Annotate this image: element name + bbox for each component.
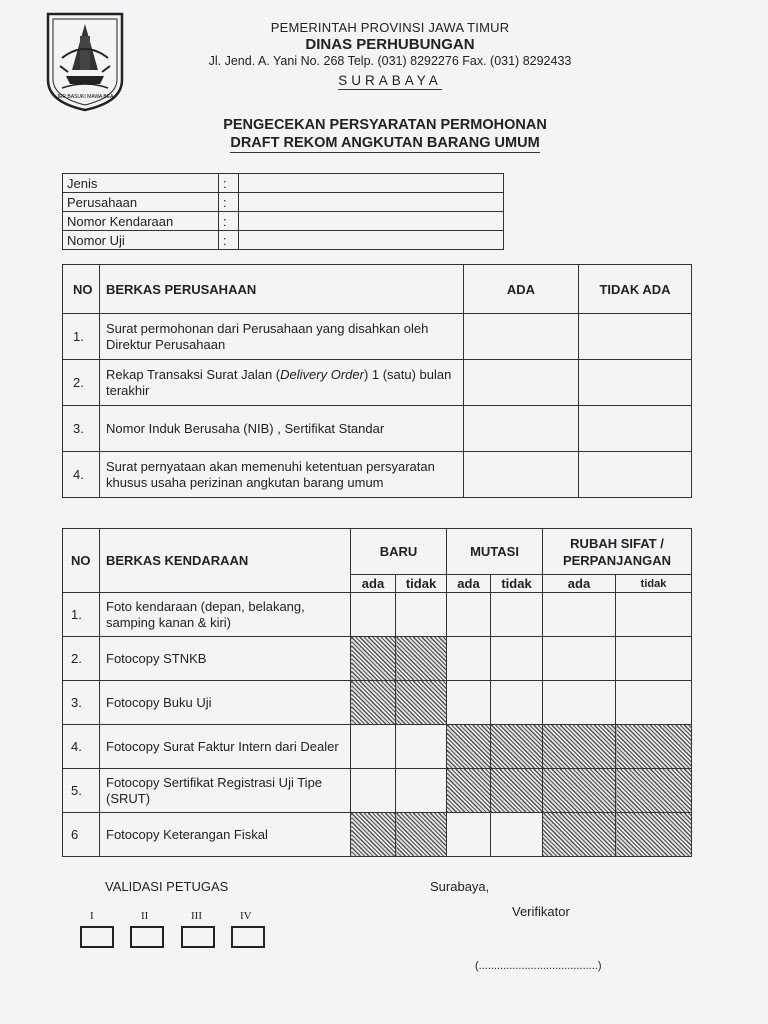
header-agency: DINAS PERHUBUNGAN — [305, 36, 475, 53]
doc-title-line2 — [160, 135, 610, 151]
row-document-text-after: ) 1 (satu) bulan terakhir — [106, 366, 452, 398]
subheader-tidak: tidak — [396, 575, 447, 593]
doc-title-line2-text: DRAFT REKOM ANGKUTAN BARANG UMUM — [230, 135, 540, 151]
tidak-ada-checkbox-cell[interactable] — [579, 360, 692, 406]
table-row — [63, 593, 692, 637]
rubah-ada-shaded-cell — [543, 725, 616, 769]
row-number: 1. — [63, 314, 100, 360]
header-line1: PEMERINTAH PROVINSI JAWA TIMUR — [270, 20, 510, 35]
baru-tidak-checkbox-cell[interactable] — [396, 769, 447, 813]
rubah-ada-shaded-cell — [543, 769, 616, 813]
header-address: Jl. Jend. A. Yani No. 268 Telp. (031) 8292276 Fax. (031) 8292433 — [208, 54, 572, 68]
validation-box-3[interactable] — [181, 926, 215, 948]
baru-tidak-checkbox-cell[interactable] — [396, 725, 447, 769]
table-row — [63, 452, 692, 498]
rubah-tidak-shaded-cell — [616, 813, 692, 857]
baru-ada-shaded-cell — [351, 637, 396, 681]
table-row — [63, 314, 692, 360]
baru-tidak-shaded-cell — [396, 637, 447, 681]
row-document: Fotocopy Keterangan Fiskal — [100, 813, 351, 857]
info-value-nomor-kendaraan[interactable] — [239, 212, 504, 231]
company-docs-header — [63, 265, 692, 314]
rubah-tidak-checkbox-cell[interactable] — [616, 637, 692, 681]
box-label-2: II — [141, 910, 149, 922]
box-label-3: III — [191, 910, 202, 922]
row-document: Fotocopy Sertifikat Registrasi Uji Tipe (SRUT) — [100, 769, 351, 813]
validation-box-1[interactable] — [80, 926, 114, 948]
row-document-italic: Delivery Order — [280, 366, 364, 382]
info-sep: : — [219, 174, 239, 193]
subheader-ada: ada — [447, 575, 491, 593]
row-document: Foto kendaraan (depan, belakang, samping kanan & kiri) — [100, 593, 351, 637]
verifier-label: Verifikator — [512, 904, 570, 919]
table-row — [63, 406, 692, 452]
baru-ada-shaded-cell — [351, 813, 396, 857]
rubah-tidak-shaded-cell — [616, 725, 692, 769]
jawa-timur-coat-of-arms-icon — [42, 10, 128, 114]
info-label: Nomor Kendaraan — [63, 212, 219, 231]
row-document: Fotocopy Buku Uji — [100, 681, 351, 725]
row-document: Fotocopy STNKB — [100, 637, 351, 681]
row-document-text: Rekap Transaksi Surat Jalan ( — [106, 366, 281, 382]
subheader-ada: ada — [351, 575, 396, 593]
col-header-baru: BARU — [351, 529, 447, 575]
row-number: 5. — [63, 769, 100, 813]
row-number: 4. — [63, 452, 100, 498]
table-row — [63, 360, 692, 406]
table-row — [63, 637, 692, 681]
validation-box-4[interactable] — [231, 926, 265, 948]
validasi-label: VALIDASI PETUGAS — [105, 879, 229, 894]
table-row — [63, 725, 692, 769]
place-date-label: Surabaya, — [430, 879, 490, 894]
info-value-perusahaan[interactable] — [239, 193, 504, 212]
row-document: Nomor Induk Berusaha (NIB) , Sertifikat Standar — [100, 406, 464, 452]
mutasi-ada-checkbox-cell[interactable] — [447, 813, 491, 857]
row-document: Surat pernyataan akan memenuhi ketentuan persyaratan khusus usaha perizinan angkutan barang umum — [100, 452, 464, 498]
table-row — [63, 681, 692, 725]
col-header-berkas-kendaraan: BERKAS KENDARAAN — [100, 529, 351, 593]
rubah-tidak-checkbox-cell[interactable] — [616, 593, 692, 637]
ada-checkbox-cell[interactable] — [464, 314, 579, 360]
info-label: Nomor Uji — [63, 231, 219, 250]
mutasi-ada-checkbox-cell[interactable] — [447, 681, 491, 725]
info-row-nomor-uji — [63, 231, 504, 250]
baru-ada-shaded-cell — [351, 681, 396, 725]
mutasi-ada-checkbox-cell[interactable] — [447, 593, 491, 637]
rubah-tidak-shaded-cell — [616, 769, 692, 813]
mutasi-tidak-checkbox-cell[interactable] — [491, 637, 543, 681]
info-value-nomor-uji[interactable] — [239, 231, 504, 250]
rubah-ada-checkbox-cell[interactable] — [543, 593, 616, 637]
ada-checkbox-cell[interactable] — [464, 406, 579, 452]
mutasi-tidak-checkbox-cell[interactable] — [491, 681, 543, 725]
tidak-ada-checkbox-cell[interactable] — [579, 314, 692, 360]
logo-text: JER BASUKI MAWA BEA — [56, 94, 114, 100]
doc-title-line1: PENGECEKAN PERSYARATAN PERMOHONAN — [223, 117, 547, 133]
rubah-ada-shaded-cell — [543, 813, 616, 857]
tidak-ada-checkbox-cell[interactable] — [579, 452, 692, 498]
row-number: 3. — [63, 406, 100, 452]
tidak-ada-checkbox-cell[interactable] — [579, 406, 692, 452]
row-number: 3. — [63, 681, 100, 725]
company-docs-table — [62, 264, 692, 498]
subheader-tidak: tidak — [491, 575, 543, 593]
info-value-jenis[interactable] — [239, 174, 504, 193]
signature-line: (.......................................) — [475, 960, 602, 972]
rubah-tidak-checkbox-cell[interactable] — [616, 681, 692, 725]
col-header-rubah-sifat: RUBAH SIFAT / PERPANJANGAN — [543, 529, 692, 575]
baru-tidak-checkbox-cell[interactable] — [396, 593, 447, 637]
row-number: 2. — [63, 637, 100, 681]
mutasi-ada-checkbox-cell[interactable] — [447, 637, 491, 681]
header-city — [160, 73, 620, 88]
ada-checkbox-cell[interactable] — [464, 452, 579, 498]
subheader-ada: ada — [543, 575, 616, 593]
ada-checkbox-cell[interactable] — [464, 360, 579, 406]
row-number: 6 — [63, 813, 100, 857]
col-header-tidak-ada: TIDAK ADA — [579, 265, 692, 314]
info-row-jenis — [63, 174, 504, 193]
info-label: Jenis — [63, 174, 219, 193]
mutasi-ada-shaded-cell — [447, 725, 491, 769]
mutasi-tidak-shaded-cell — [491, 769, 543, 813]
info-sep: : — [219, 193, 239, 212]
rubah-ada-checkbox-cell[interactable] — [543, 681, 616, 725]
box-label-4: IV — [240, 910, 252, 922]
info-label: Perusahaan — [63, 193, 219, 212]
info-row-perusahaan — [63, 193, 504, 212]
subheader-tidak: tidak — [616, 575, 692, 593]
mutasi-ada-shaded-cell — [447, 769, 491, 813]
info-sep: : — [219, 212, 239, 231]
vehicle-docs-table — [62, 528, 692, 857]
header-city-text: SURABAYA — [338, 73, 442, 88]
info-fields-table — [62, 173, 504, 250]
col-header-no: NO — [63, 529, 100, 593]
baru-tidak-shaded-cell — [396, 813, 447, 857]
row-number: 2. — [63, 360, 100, 406]
row-document — [100, 360, 464, 406]
mutasi-tidak-checkbox-cell[interactable] — [491, 593, 543, 637]
baru-tidak-shaded-cell — [396, 681, 447, 725]
baru-ada-checkbox-cell[interactable] — [351, 769, 396, 813]
col-header-berkas-perusahaan: BERKAS PERUSAHAAN — [100, 265, 464, 314]
info-row-nomor-kendaraan — [63, 212, 504, 231]
mutasi-tidak-shaded-cell — [491, 725, 543, 769]
validation-box-2[interactable] — [130, 926, 164, 948]
baru-ada-checkbox-cell[interactable] — [351, 725, 396, 769]
table-row — [63, 769, 692, 813]
row-document: Fotocopy Surat Faktur Intern dari Dealer — [100, 725, 351, 769]
row-document: Surat permohonan dari Perusahaan yang disahkan oleh Direktur Perusahaan — [100, 314, 464, 360]
mutasi-tidak-checkbox-cell[interactable] — [491, 813, 543, 857]
rubah-ada-checkbox-cell[interactable] — [543, 637, 616, 681]
col-header-mutasi: MUTASI — [447, 529, 543, 575]
baru-ada-checkbox-cell[interactable] — [351, 593, 396, 637]
vehicle-docs-header — [63, 529, 692, 575]
row-number: 1. — [63, 593, 100, 637]
table-row — [63, 813, 692, 857]
info-sep: : — [219, 231, 239, 250]
col-header-ada: ADA — [464, 265, 579, 314]
col-header-no: NO — [63, 265, 100, 314]
box-label-1: I — [90, 910, 94, 922]
row-number: 4. — [63, 725, 100, 769]
